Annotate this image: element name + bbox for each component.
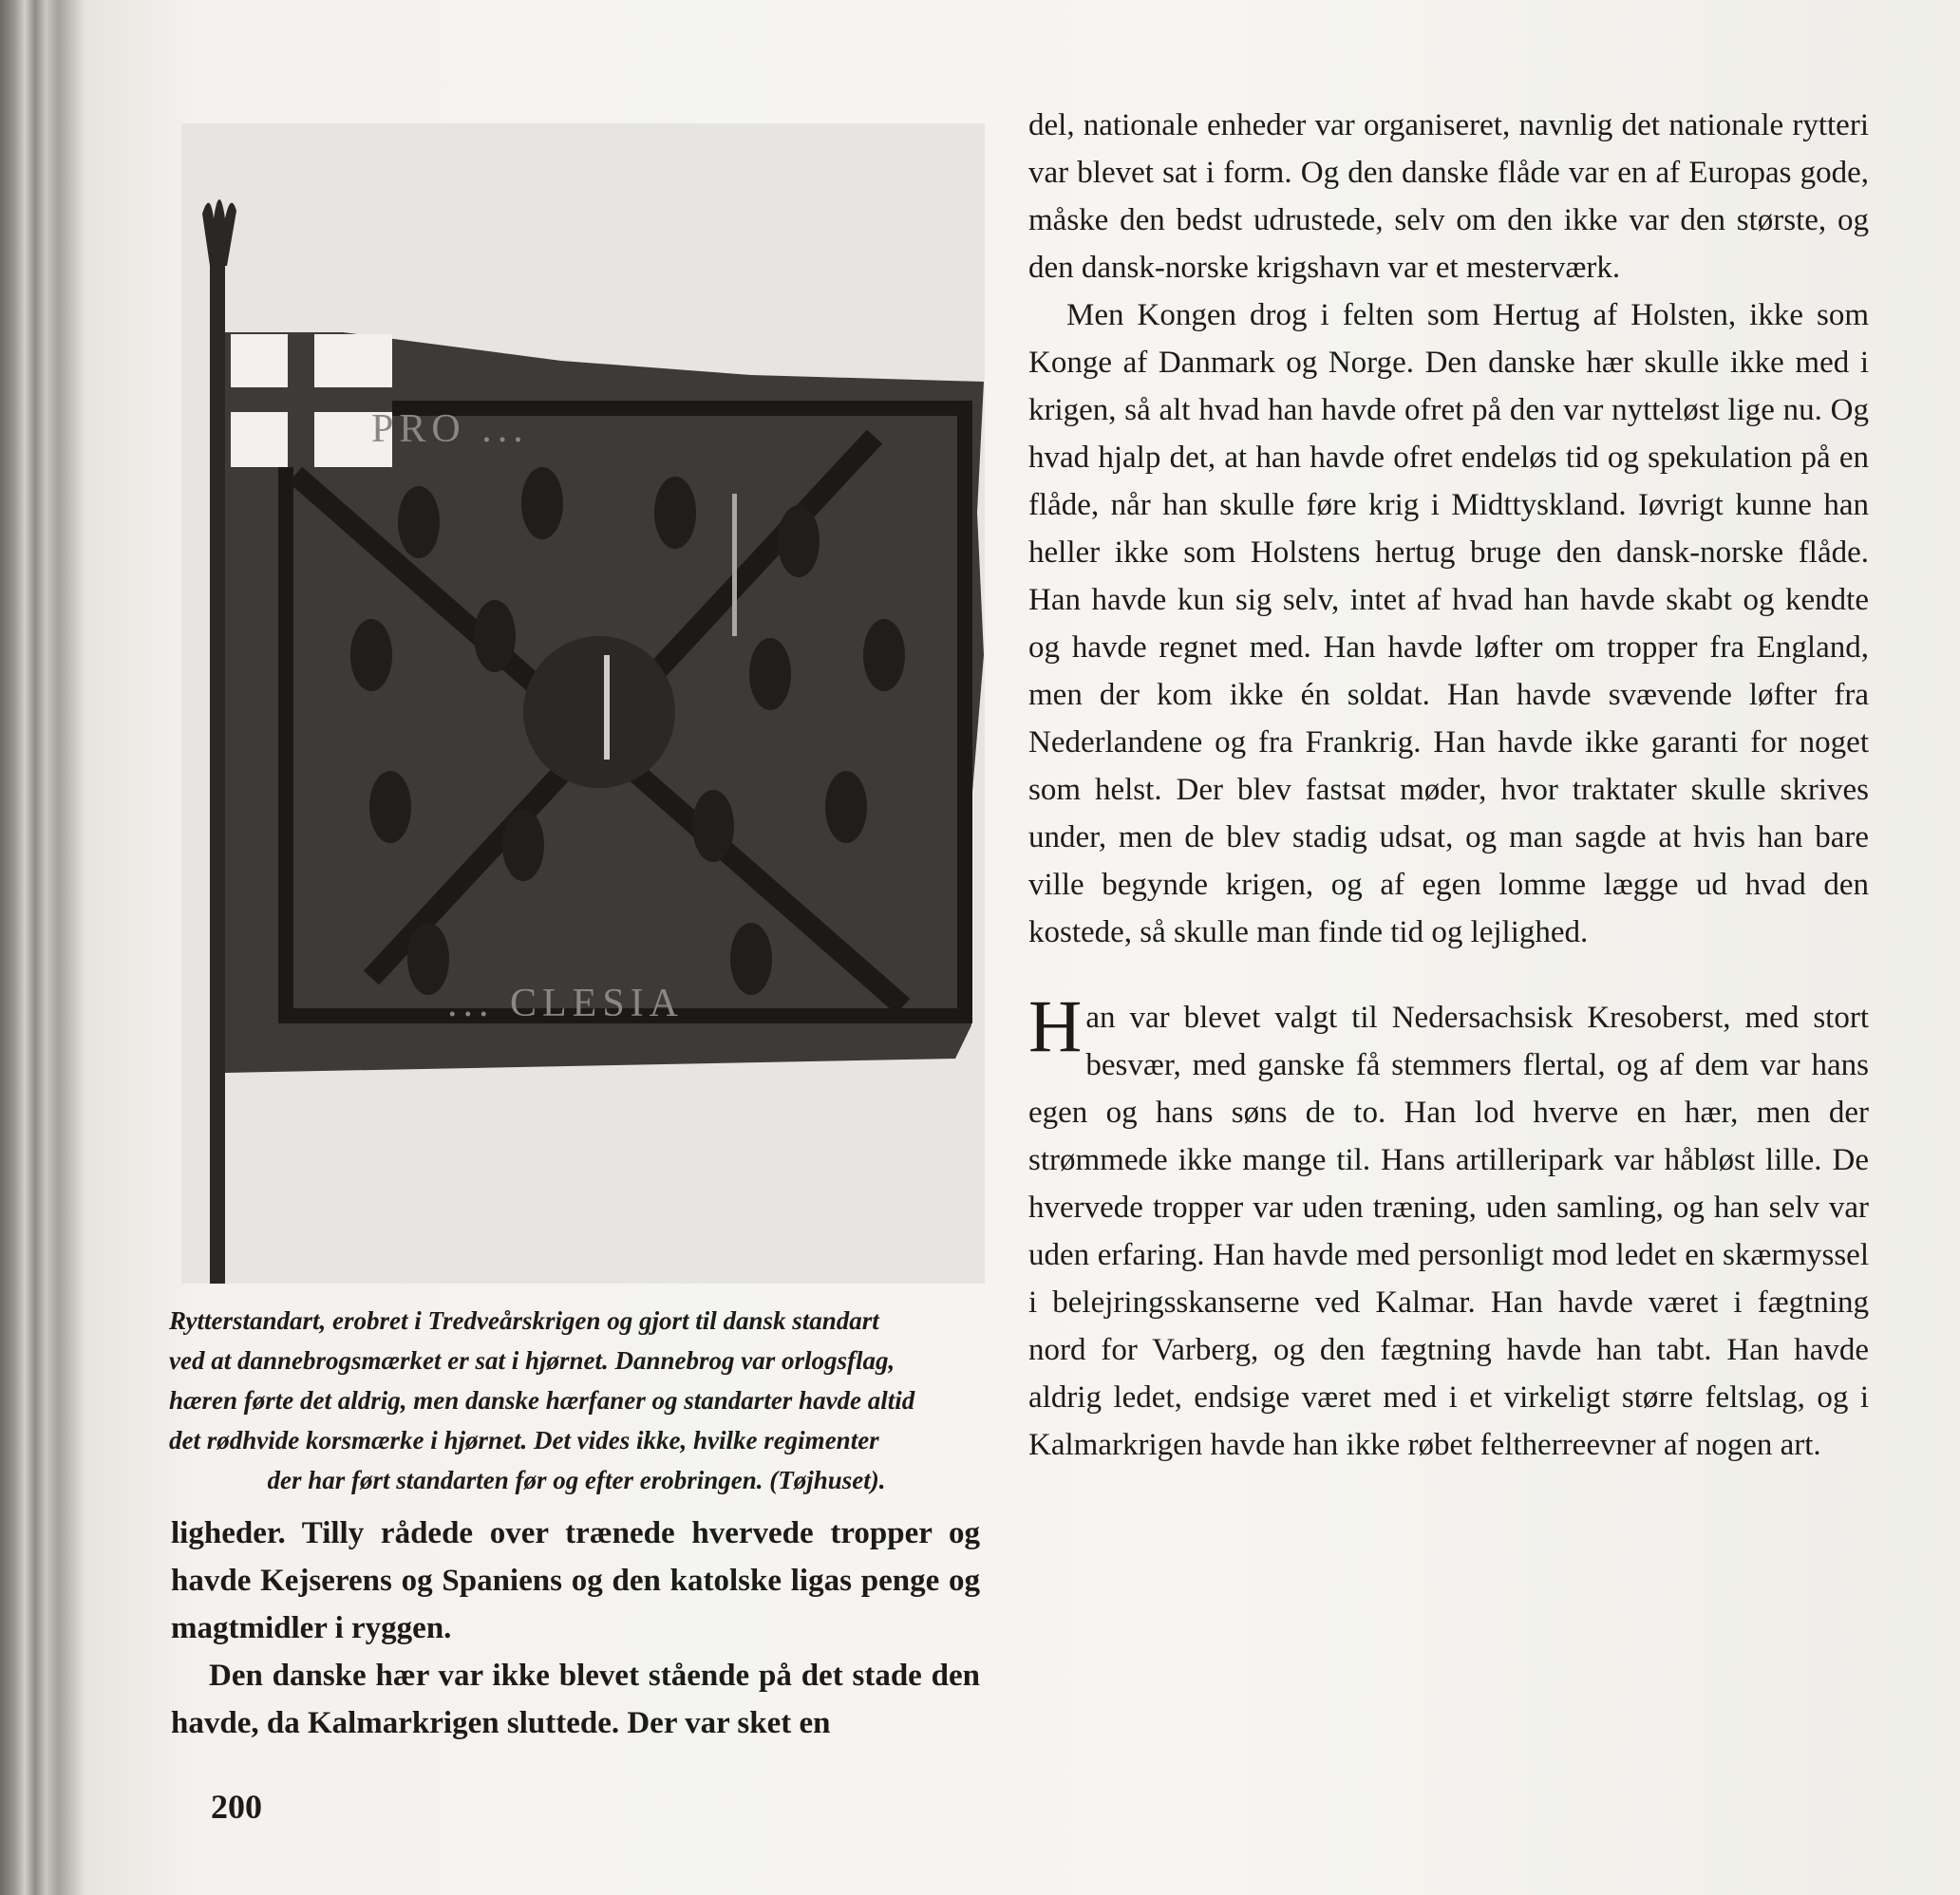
caption-line: der har ført standarten før og efter erobringen. (Tøjhuset). (267, 1466, 886, 1494)
paragraph-text: an var blevet valgt til Nedersachsisk Kresoberst, med stort besvær, med ganske få stemmers flertal, og af dem var hans egen og hans søns de to. Han lod hverve en hær, men der strømmede ikke mange til. Hans artilleripark var håbløst lille. De hvervede tropper var uden træning, uden samling, og han selv var uden erfaring. Han havde med personligt mod ledet en skærmyssel i belejringsskanserne ved Kalmar. Han havde været i fægtning nord for Varberg, og den fægtning havde han tabt. Han havde aldrig ledet, endsige været med i et virkeligt større feltslag, og i Kalmarkrigen havde han ikke røbet feltherreevner af nogen art. (1028, 1001, 1869, 1462)
caption-line: det rødhvide korsmærke i hjørnet. Det vides ikke, hvilke regimenter (169, 1426, 879, 1454)
caption-line: hæren førte det aldrig, men danske hærfaner og standarter havde altid (169, 1386, 915, 1415)
caption-line: Rytterstandart, erobret i Tredveårskrigen og gjort til dansk standart (169, 1306, 879, 1335)
paragraph: Men Kongen drog i felten som Hertug af Holsten, ikke som Konge af Danmark og Norge. Den danske hær skulle ikke med i krigen, så alt hvad han havde ofret på den var nytteløst lige nu. Og hvad hjalp det, at han havde ofret endeløs tid og spekulation på en flåde, når han skulle føre krig i Midttyskland. Iøvrigt kunne han heller ikke som Holstens hertug bruge den dansk-norske flåde. Han havde kun sig selv, intet af hvad han havde skabt og kendte og havde regnet med. Han havde løfter om tropper fra England, men der kom ikke én soldat. Han havde svævende løfter fra Nederlandene og fra Frankrig. Han havde ikke garanti for noget som helst. Der blev fastsat møder, hvor traktater skulle skrives under, men de blev stadig udsat, og man sagde at hvis han bare ville begynde krigen, og af egen lomme lægge ud hvad den kostede, så skulle man finde tid og lejlighed. (1028, 298, 1869, 949)
flag-inscription-bottom: ... CLESIA (447, 982, 684, 1025)
paragraph: ligheder. Tilly rådede over trænede hvervede tropper og havde Kejserens og Spaniens og den katolske ligas penge og magtmidler i ryggen. (171, 1516, 980, 1645)
left-column (171, 1510, 980, 1747)
paragraph (1028, 985, 1869, 1469)
flag-illustration (181, 123, 985, 1284)
flag-inscription-top: PRO ... (371, 407, 529, 451)
figure-caption (169, 1301, 984, 1500)
paragraph: del, nationale enheder var organiseret, navnlig det nationale rytteri var blevet sat i form. Og den danske flåde var en af Europas gode, måske den bedst udrustede, selv om den ikke var den største, og den dansk-norske krigshavn var et mesterværk. (1028, 108, 1869, 285)
caption-line: ved at dannebrogsmærket er sat i hjørnet. Dannebrog var orlogsflag, (169, 1346, 895, 1375)
flag-photograph (181, 123, 985, 1284)
drop-cap: H (1028, 985, 1083, 1067)
right-column (1028, 102, 1869, 1469)
page-number: 200 (211, 1788, 262, 1826)
paragraph: Den danske hær var ikke blevet stående på det stade den havde, da Kalmarkrigen sluttede. Der var sket en (171, 1659, 980, 1740)
book-spine (0, 0, 84, 1895)
section-break (1028, 956, 1869, 994)
